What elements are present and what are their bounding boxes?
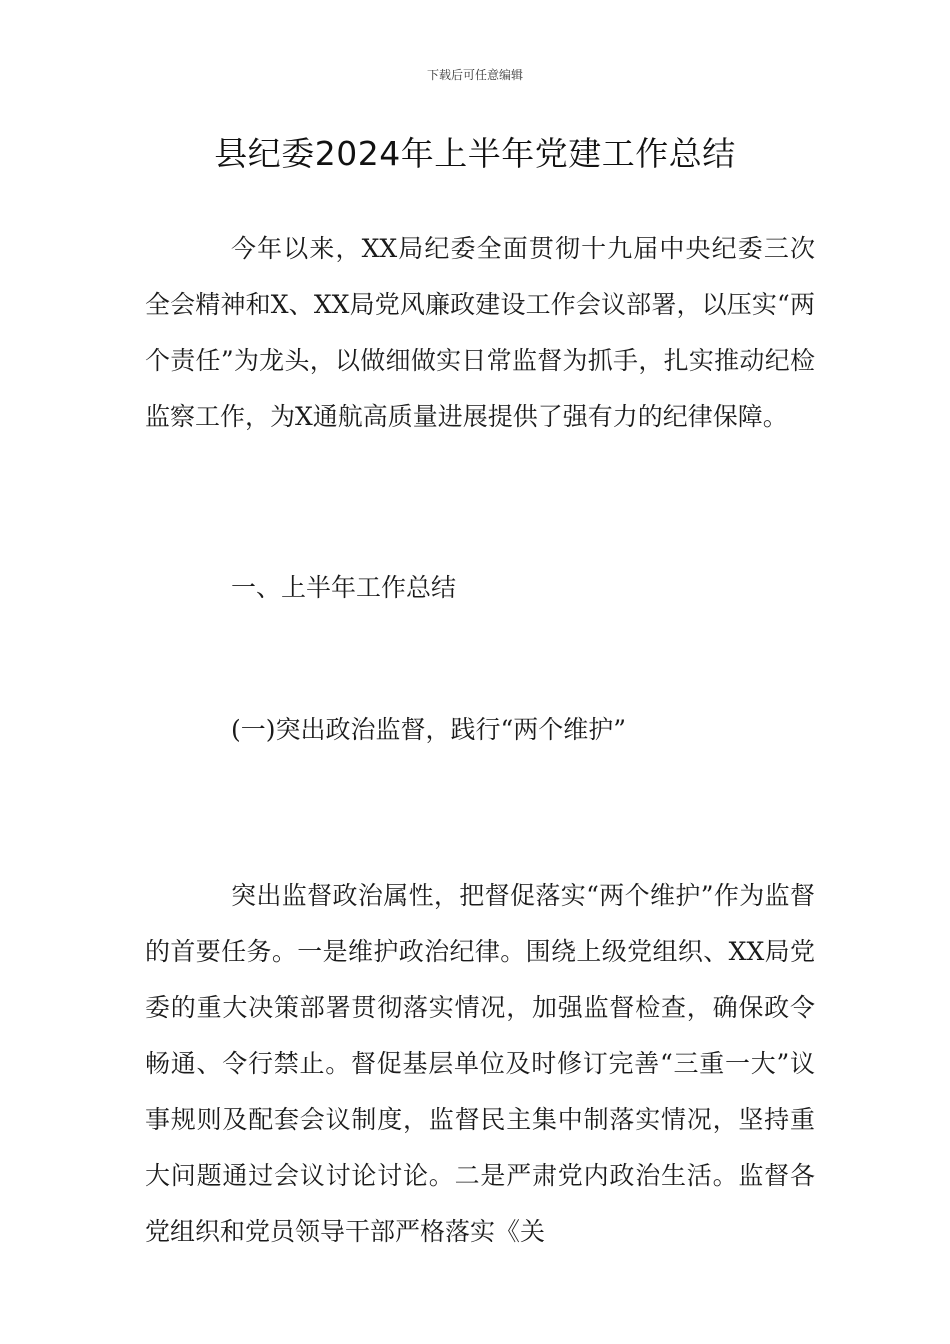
header-note: 下载后可任意编辑 [426,68,523,82]
subsection-heading: (一)突出政治监督，践行“两个维护” [231,715,627,744]
document-title: 县纪委2024年上半年党建工作总结 [214,134,736,173]
section-heading: 一、上半年工作总结 [231,573,457,602]
body-paragraph: 突出监督政治属性，把督促落实“两个维护”作为监督的首要任务。一是维护政治纪律。围绕上级党组织、XX局党委的重大决策部署贯彻落实情况，加强监督检查，确保政令畅通、令行禁止。督促基层单位及时修订完善“三重一大”议事规则及配套会议制度，监督民主集中制落实情况，坚持重大问题通过会议讨论讨论。二是严肃党内政治生活。监督各党组织和党员领导干部严格落实《关 [145,881,815,1246]
intro-paragraph: 今年以来，XX局纪委全面贯彻十九届中央纪委三次全会精神和X、XX局党风廉政建设工作会议部署，以压实“两个责任”为龙头，以做细做实日常监督为抓手，扎实推动纪检监察工作，为X通航高质量进展提供了强有力的纪律保障。 [145,234,815,431]
